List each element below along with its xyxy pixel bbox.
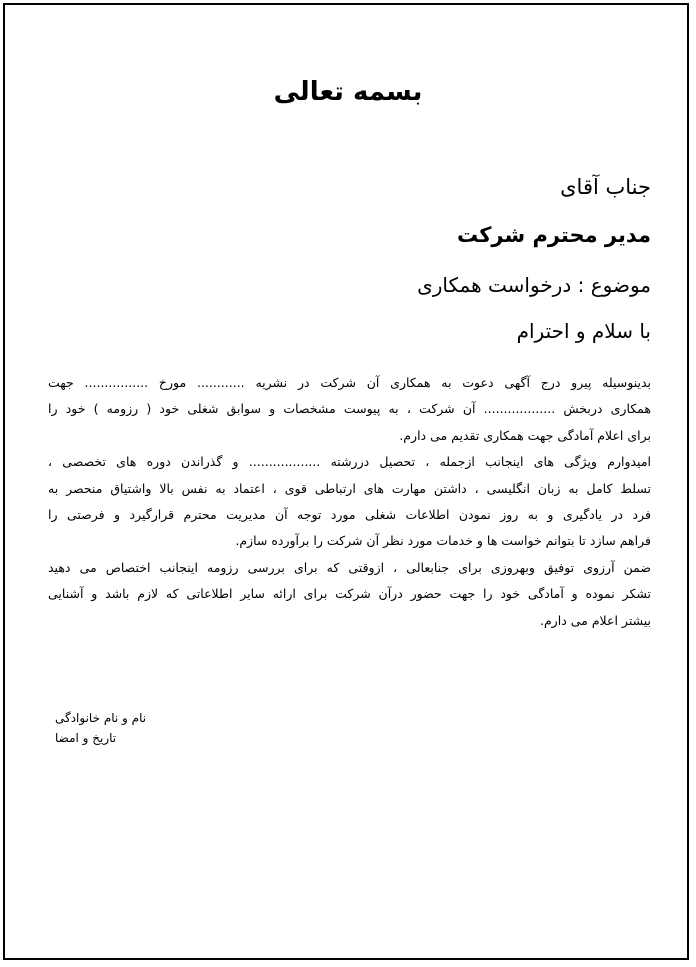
body-line: برای اعلام آمادگی جهت همکاری تقدیم می دارم. — [399, 427, 651, 443]
signature-block — [55, 708, 146, 748]
body-line: ضمن آرزوی توفیق وبهروزی برای جنابعالی ، ازوقتی که برای بررسی رزومه اینجانب اختصاص می دهید — [48, 559, 651, 575]
salutation: جناب آقای — [560, 175, 651, 199]
body-line: همکاری دربخش .................. آن شرکت ، به پیوست مشخصات و سوابق شغلی خود ( رزومه ) خود را — [48, 401, 651, 417]
signature-name: نام و نام خانوادگی — [55, 711, 147, 725]
body-line: امیدوارم ویژگی های اینجانب ازجمله ، تحصیل دررشته .................. و گذراندن دوره های تخصصی ، — [48, 454, 651, 470]
body-line: فرد در یادگیری و به روز نمودن اطلاعات شغلی مورد توجه آن مدیریت محترم قرارگیرد و فرصتی را — [48, 506, 651, 522]
body-line: بدینوسیله پیرو درج آگهی دعوت به همکاری آن شرکت در نشریه ............ مورخ ................ جهت — [48, 375, 651, 390]
greeting: با سلام و احترام — [516, 319, 651, 343]
body-line: تسلط کامل به زبان انگلیسی ، داشتن مهارت های ارتباطی قوی ، اعتماد به نفس بالا واشتیاق منحصر به — [48, 480, 651, 496]
letter-title: بسمه تعالی — [273, 77, 423, 107]
body-line: بیشتر اعلام می دارم. — [539, 612, 651, 628]
body-line: فراهم سازد تا بتوانم خواست ها و خدمات مورد نظر آن شرکت را برآورده سازم. — [235, 533, 651, 549]
body-line: تشکر نموده و آمادگی خود را جهت حضور درآن شرکت برای ارائه سایر اطلاعاتی که لازم باشد و آشنایی — [48, 586, 651, 602]
signature-date: تاریخ و امضا — [55, 731, 117, 745]
letter-body — [48, 370, 651, 634]
subject-line: موضوع : درخواست همکاری — [417, 273, 651, 297]
recipient: مدیر محترم شرکت — [456, 223, 651, 247]
